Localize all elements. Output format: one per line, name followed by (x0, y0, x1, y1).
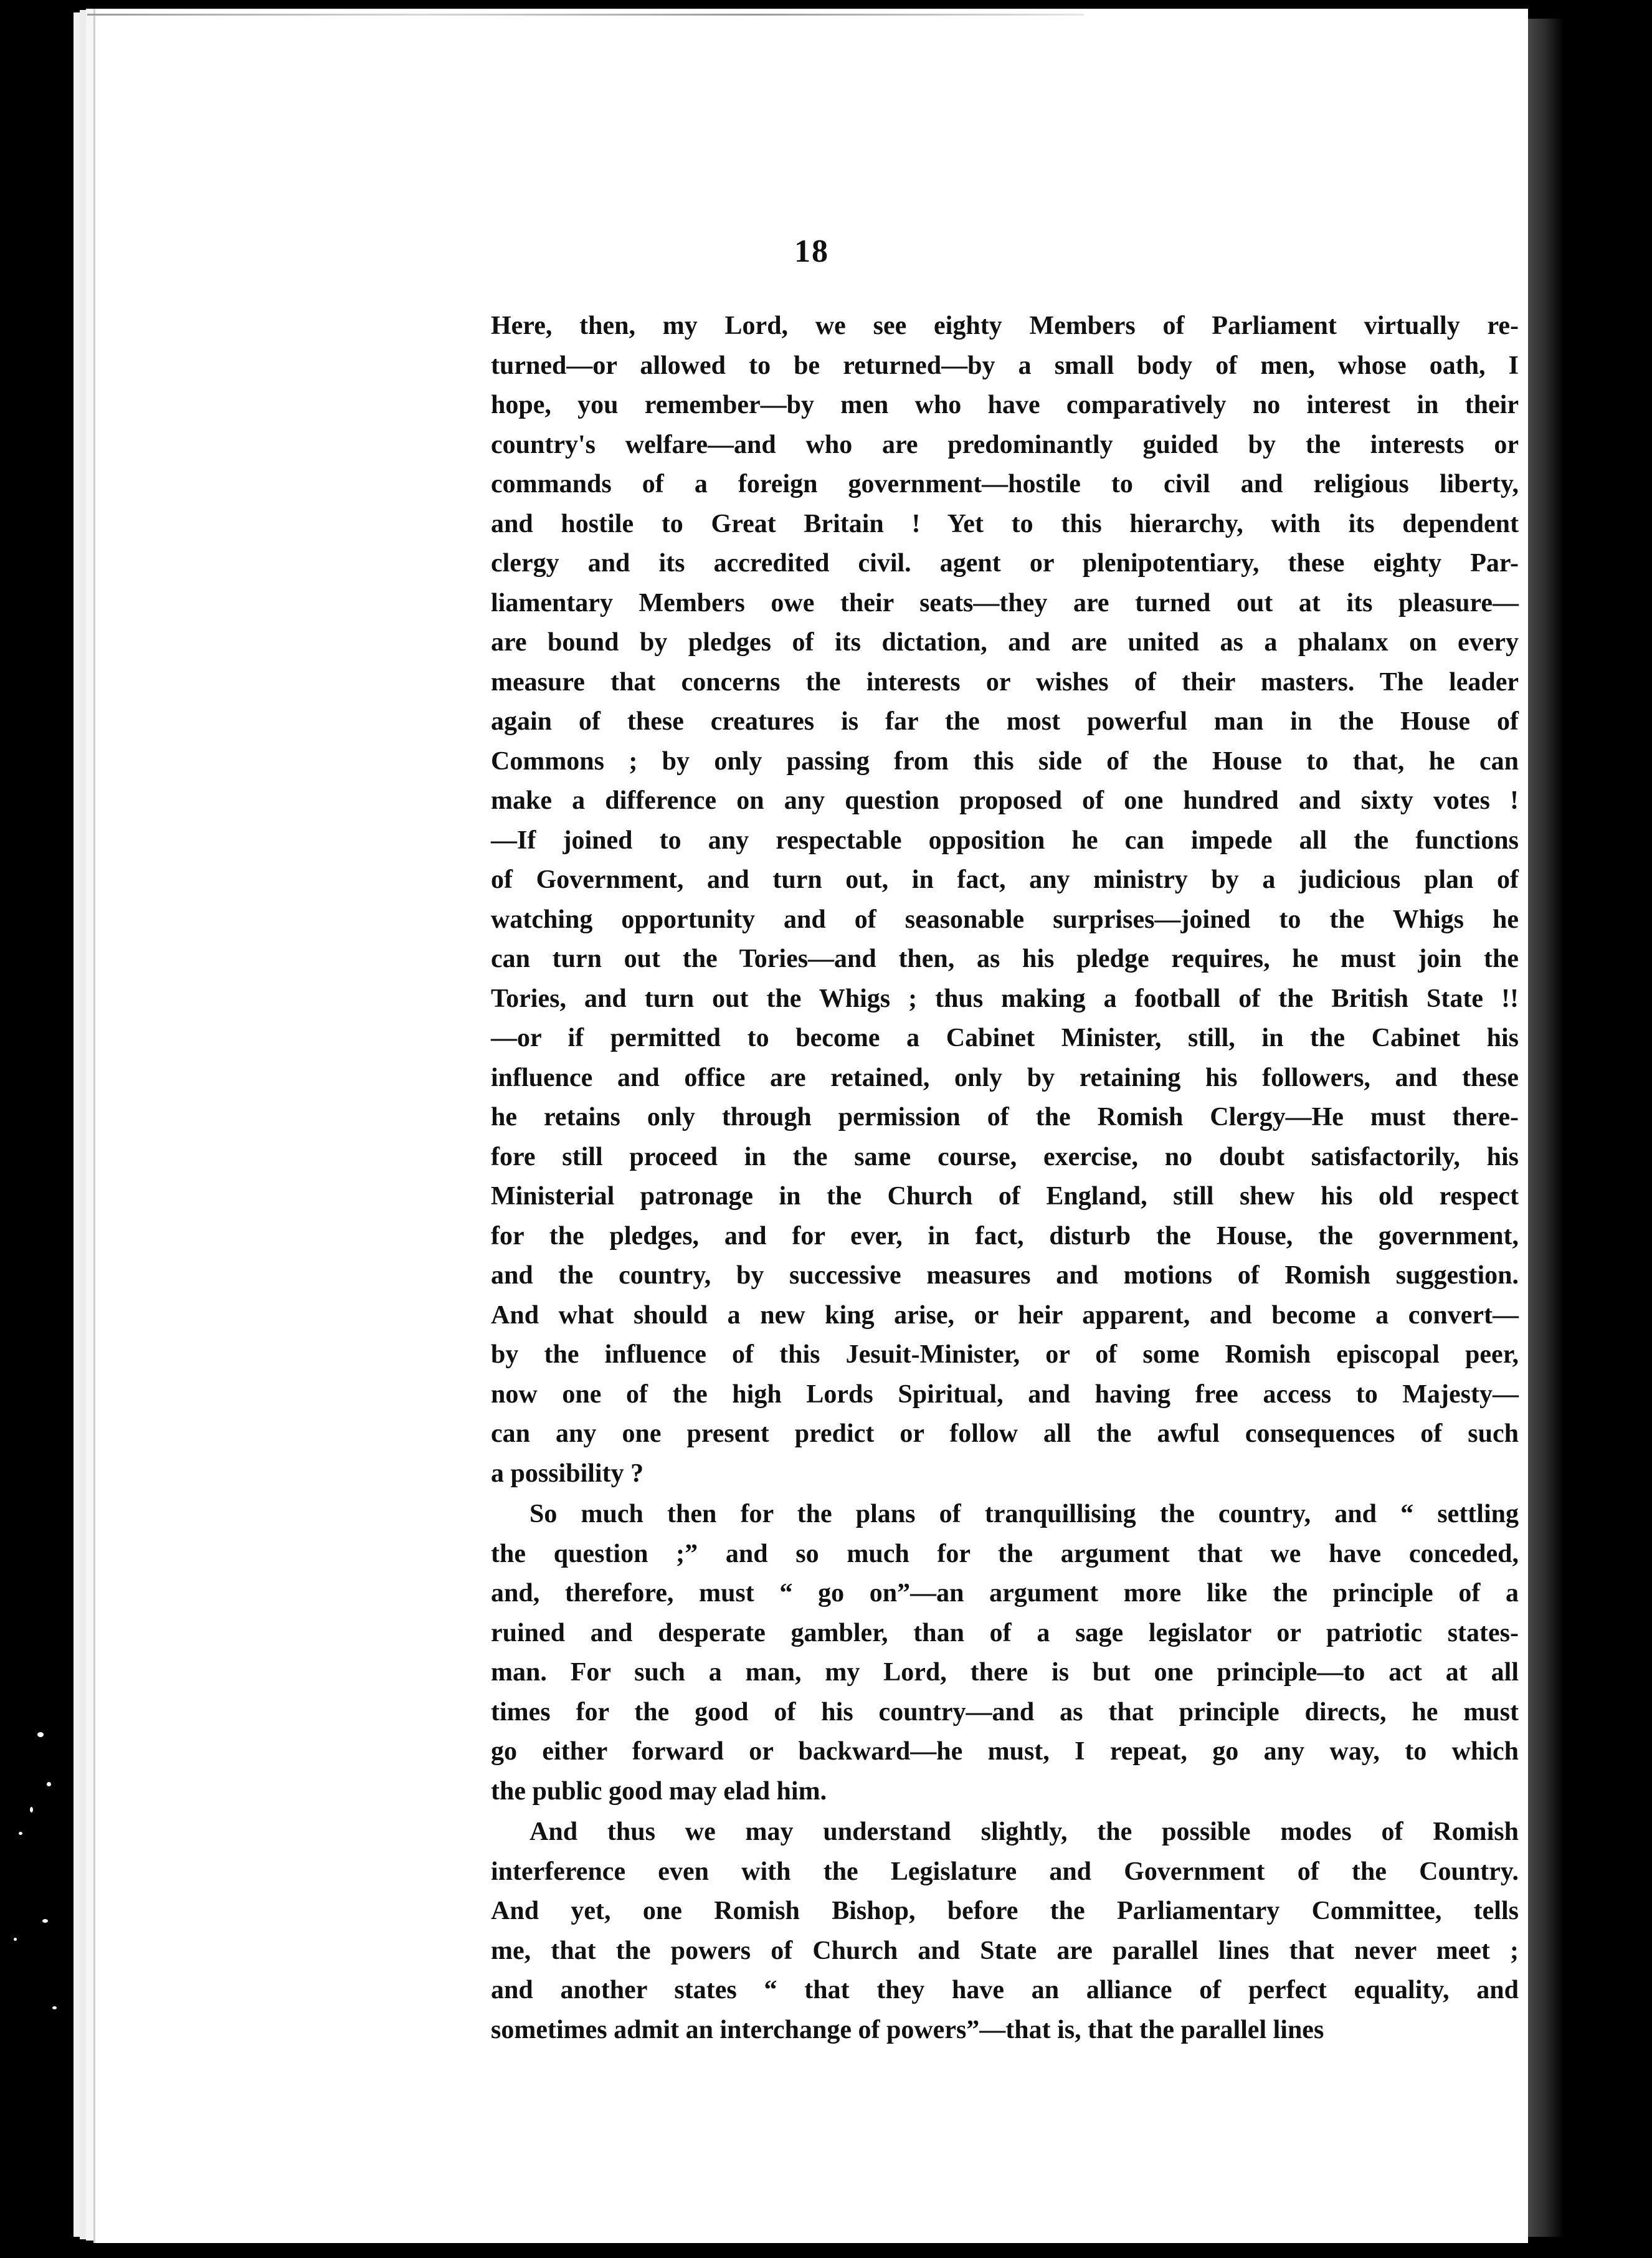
text-line: the question ;” and so much for the argument that we have conceded, (491, 1539, 1519, 1568)
text-line: And what should a new king arise, or heir apparent, and become a convert— (491, 1300, 1519, 1330)
text-line: again of these creatures is far the most powerful man in the House of (491, 707, 1519, 736)
text-line: clergy and its accredited civil. agent or plenipotentiary, these eighty Par- (491, 549, 1519, 578)
text-line: hope, you remember—by men who have comparatively no interest in their (491, 391, 1519, 419)
text-line: are bound by pledges of its dictation, and are united as a phalanx on every (491, 628, 1519, 657)
text-line: can turn out the Tories—and then, as his pledge requires, he must join the (491, 945, 1519, 973)
paragraph (491, 1813, 1519, 2050)
text-line: commands of a foreign government—hostile to civil and religious liberty, (491, 470, 1519, 498)
text-line: and, therefore, must “ go on”—an argument more like the principle of a (491, 1579, 1519, 1608)
scan-speck (42, 1919, 48, 1923)
text-line: —or if permitted to become a Cabinet Minister, still, in the Cabinet his (491, 1024, 1519, 1052)
text-line: ruined and desperate gambler, than of a sage legislator or patriotic states- (491, 1618, 1519, 1647)
paragraph (491, 307, 1519, 1493)
text-line: go either forward or backward—he must, I repeat, go any way, to which (491, 1737, 1519, 1766)
text-line: and the country, by successive measures and motions of Romish suggestion. (491, 1261, 1519, 1290)
text-line: country's welfare—and who are predominantly guided by the interests or (491, 430, 1519, 459)
text-line: fore still proceed in the same course, exercise, no doubt satisfactorily, his (491, 1142, 1519, 1171)
text-line: turned—or allowed to be returned—by a small body of men, whose oath, I (491, 351, 1519, 380)
text-line: watching opportunity and of seasonable surprises—joined to the Whigs he (491, 905, 1519, 934)
text-line: times for the good of his country—and as that principle directs, he must (491, 1697, 1519, 1727)
text-line: —If joined to any respectable opposition he can impede all the functions (491, 826, 1519, 855)
text-line: can any one present predict or follow all the awful consequences of such (491, 1419, 1519, 1448)
scan-speck (14, 1938, 17, 1941)
page-number: 18 (794, 234, 829, 269)
document-page (93, 9, 1528, 2243)
text-line: he retains only through permission of the Romish Clergy—He must there- (491, 1103, 1519, 1131)
scan-speck (37, 1732, 44, 1737)
text-line: and hostile to Great Britain ! Yet to this hierarchy, with its dependent (491, 509, 1519, 538)
text-line: interference even with the Legislature and Government of the Country. (491, 1857, 1519, 1886)
text-line: measure that concerns the interests or wishes of their masters. The leader (491, 667, 1519, 697)
text-line: and another states “ that they have an alliance of perfect equality, and (491, 1976, 1519, 2004)
text-line: So much then for the plans of tranquillising the country, and “ settling (529, 1500, 1519, 1528)
scan-speck (30, 1807, 33, 1813)
text-line: now one of the high Lords Spiritual, and having free access to Majesty— (491, 1379, 1519, 1409)
text-line: the public good may elad him. (491, 1776, 827, 1806)
scan-speck (19, 1832, 22, 1835)
page-top-edge (87, 14, 1084, 16)
text-line: And thus we may understand slightly, the possible modes of Romish (529, 1817, 1519, 1846)
text-line: Here, then, my Lord, we see eighty Members of Parliament virtually re- (491, 312, 1519, 340)
text-line: And yet, one Romish Bishop, before the Parliamentary Committee, tells (491, 1897, 1519, 1925)
text-line: by the influence of this Jesuit-Minister, or of some Romish episcopal peer, (491, 1340, 1519, 1369)
text-line: me, that the powers of Church and State are parallel lines that never meet ; (491, 1936, 1519, 1965)
paragraph (491, 1495, 1519, 1811)
text-line: man. For such a man, my Lord, there is but one principle—to act at all (491, 1658, 1519, 1687)
text-line: sometimes admit an interchange of powers”—that is, that the parallel lines (491, 2015, 1324, 2044)
text-line: a possibility ? (491, 1459, 644, 1488)
text-line: Commons ; by only passing from this side of the House to that, he can (491, 746, 1519, 776)
text-line: influence and office are retained, only by retaining his followers, and these (491, 1063, 1519, 1092)
scan-speck (47, 1782, 51, 1786)
scan-speck (52, 2006, 57, 2009)
text-line: Ministerial patronage in the Church of England, still shew his old respect (491, 1182, 1519, 1211)
text-line: liamentary Members owe their seats—they are turned out at its pleasure— (491, 588, 1519, 617)
text-line: of Government, and turn out, in fact, any ministry by a judicious plan of (491, 865, 1519, 894)
text-line: Tories, and turn out the Whigs ; thus making a football of the British State !! (491, 984, 1519, 1013)
body-text (491, 307, 1519, 2050)
text-line: make a difference on any question proposed of one hundred and sixty votes ! (491, 786, 1519, 815)
text-line: for the pledges, and for ever, in fact, disturb the House, the government, (491, 1221, 1519, 1250)
